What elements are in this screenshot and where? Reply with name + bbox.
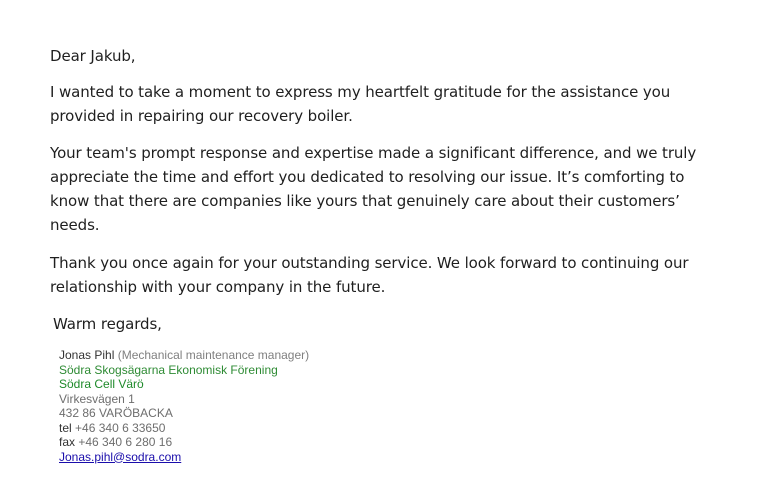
paragraph-1-line-2: provided in repairing our recovery boiler. (50, 107, 353, 125)
closing: Warm regards, (53, 315, 162, 333)
paragraph-1-line-1: I wanted to take a moment to express my heartfelt gratitude for the assistance you (50, 83, 671, 101)
email-signature (59, 348, 309, 464)
signature-fax-label: fax (59, 435, 76, 449)
paragraph-2-line-2: appreciate the time and effort you dedicated to resolving our issue. It’s comforting to (50, 168, 685, 186)
signature-title: (Mechanical maintenance manager) (117, 348, 310, 362)
signature-tel-label: tel (59, 420, 72, 435)
signature-name: Jonas Pihl (59, 348, 115, 362)
paragraph-2-line-1: Your team's prompt response and expertise made a significant difference, and we truly (50, 144, 697, 162)
signature-organization: Södra Skogsägarna Ekonomisk Förening (59, 362, 278, 377)
signature-fax-line (59, 435, 309, 450)
signature-email-link[interactable]: Jonas.pihl@sodra.com (59, 449, 182, 464)
paragraph-3-line-2: relationship with your company in the future. (50, 278, 386, 296)
greeting: Dear Jakub, (50, 47, 136, 65)
signature-postal: 432 86 VARÖBACKA (59, 406, 173, 420)
signature-tel: +46 340 6 33650 (75, 420, 166, 435)
signature-fax: +46 340 6 280 16 (78, 435, 173, 449)
paragraph-3-line-1: Thank you once again for your outstanding service. We look forward to continuing our (50, 254, 689, 272)
signature-street: Virkesvägen 1 (59, 391, 135, 406)
signature-unit: Södra Cell Värö (59, 377, 144, 391)
paragraph-2-line-4: needs. (50, 216, 100, 234)
paragraph-2-line-3: know that there are companies like yours that genuinely care about their customers’ (50, 192, 680, 210)
signature-tel-line (59, 421, 309, 436)
signature-name-line (59, 348, 309, 363)
